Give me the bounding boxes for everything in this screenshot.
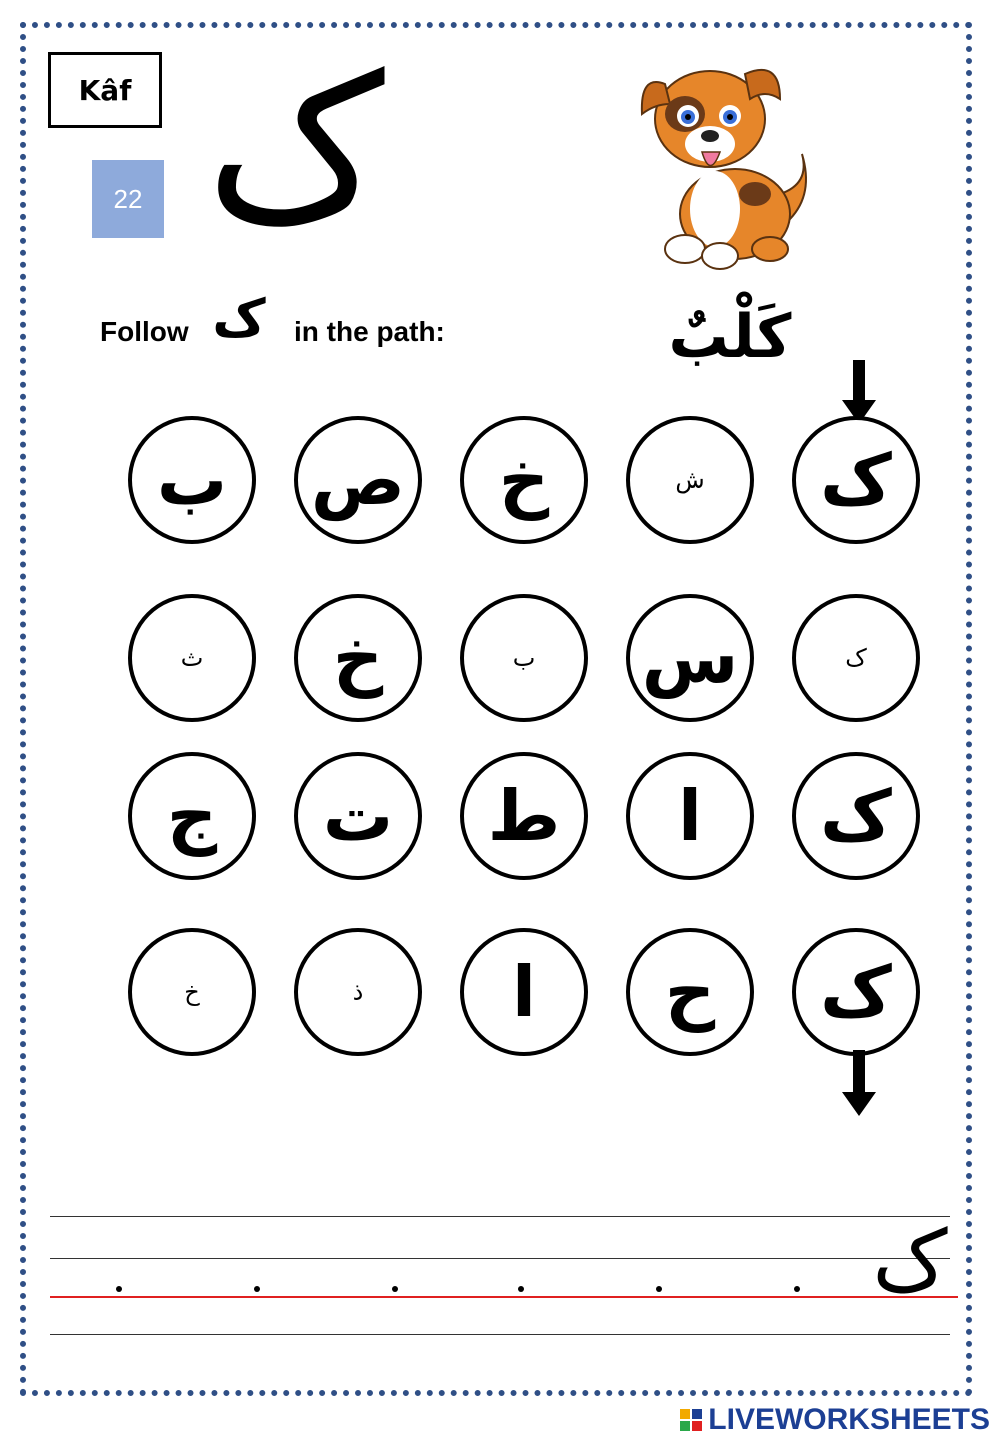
letter-circle[interactable] (294, 416, 422, 544)
letter-circle[interactable] (294, 594, 422, 722)
tracing-example-letter: ک (872, 1212, 948, 1310)
letter-name-box (48, 52, 162, 128)
letter-number: 22 (113, 183, 143, 214)
letter-circle[interactable] (626, 928, 754, 1056)
circle-letter: ب (156, 439, 228, 521)
instruction-prefix: Follow (100, 316, 189, 347)
letter-circle[interactable] (626, 594, 754, 722)
circle-letter: ذ (352, 978, 364, 1006)
circle-letter: ک (845, 644, 867, 672)
circle-letter: ث (180, 644, 204, 672)
letter-circle[interactable] (294, 928, 422, 1056)
start-arrow-icon (842, 360, 876, 424)
tracing-bottom-line (50, 1334, 950, 1335)
tracing-dot[interactable] (116, 1286, 122, 1292)
letter-circle[interactable] (460, 416, 588, 544)
tracing-mid-line (50, 1258, 950, 1259)
letter-circle[interactable] (792, 594, 920, 722)
circle-letter: خ (332, 617, 384, 699)
instruction-letter: ک (212, 289, 266, 349)
circle-letter: ک (820, 439, 892, 521)
letter-circle[interactable] (792, 928, 920, 1056)
letter-circle[interactable] (460, 928, 588, 1056)
letter-circle[interactable] (128, 416, 256, 544)
letter-circle[interactable] (626, 752, 754, 880)
example-word: كَلْبٌ (668, 302, 792, 372)
circle-letter: س (641, 617, 739, 699)
dog-illustration (630, 44, 820, 274)
circle-letter: خ (184, 978, 200, 1006)
big-letter: ک (205, 33, 385, 266)
logo-icon (680, 1409, 702, 1431)
tracing-dot[interactable] (392, 1286, 398, 1292)
circle-letter: ط (487, 775, 561, 857)
brand-name: LIVEWORKSHEETS (708, 1403, 990, 1436)
tracing-dot[interactable] (656, 1286, 662, 1292)
circle-letter: ا (678, 775, 702, 857)
end-arrow-icon (842, 1050, 876, 1116)
instruction-suffix: in the path: (294, 316, 445, 347)
tracing-dot[interactable] (518, 1286, 524, 1292)
letter-circle[interactable] (792, 752, 920, 880)
circle-letter: ص (310, 439, 406, 521)
circle-letter: ت (322, 775, 394, 857)
tracing-baseline (50, 1296, 958, 1298)
circle-letter: ا (512, 951, 536, 1033)
circle-letter: ح (664, 951, 716, 1033)
letter-circle[interactable] (128, 752, 256, 880)
tracing-dot[interactable] (794, 1286, 800, 1292)
circle-letter: ک (820, 775, 892, 857)
circle-letter: ج (166, 775, 218, 857)
letter-circle[interactable] (460, 752, 588, 880)
letter-circle[interactable] (294, 752, 422, 880)
circle-letter: ش (675, 466, 705, 494)
circle-letter: خ (498, 439, 550, 521)
letter-circle[interactable] (128, 928, 256, 1056)
circle-letter: ب (512, 644, 536, 672)
tracing-dot[interactable] (254, 1286, 260, 1292)
letter-number-badge (92, 160, 164, 238)
letter-name: Kâf (78, 73, 132, 107)
letter-circle[interactable] (626, 416, 754, 544)
circle-letter: ک (820, 951, 892, 1033)
letter-circle[interactable] (128, 594, 256, 722)
letter-circle[interactable] (460, 594, 588, 722)
tracing-top-line (50, 1216, 950, 1217)
letter-circle[interactable] (792, 416, 920, 544)
brand-logo (680, 1400, 990, 1440)
